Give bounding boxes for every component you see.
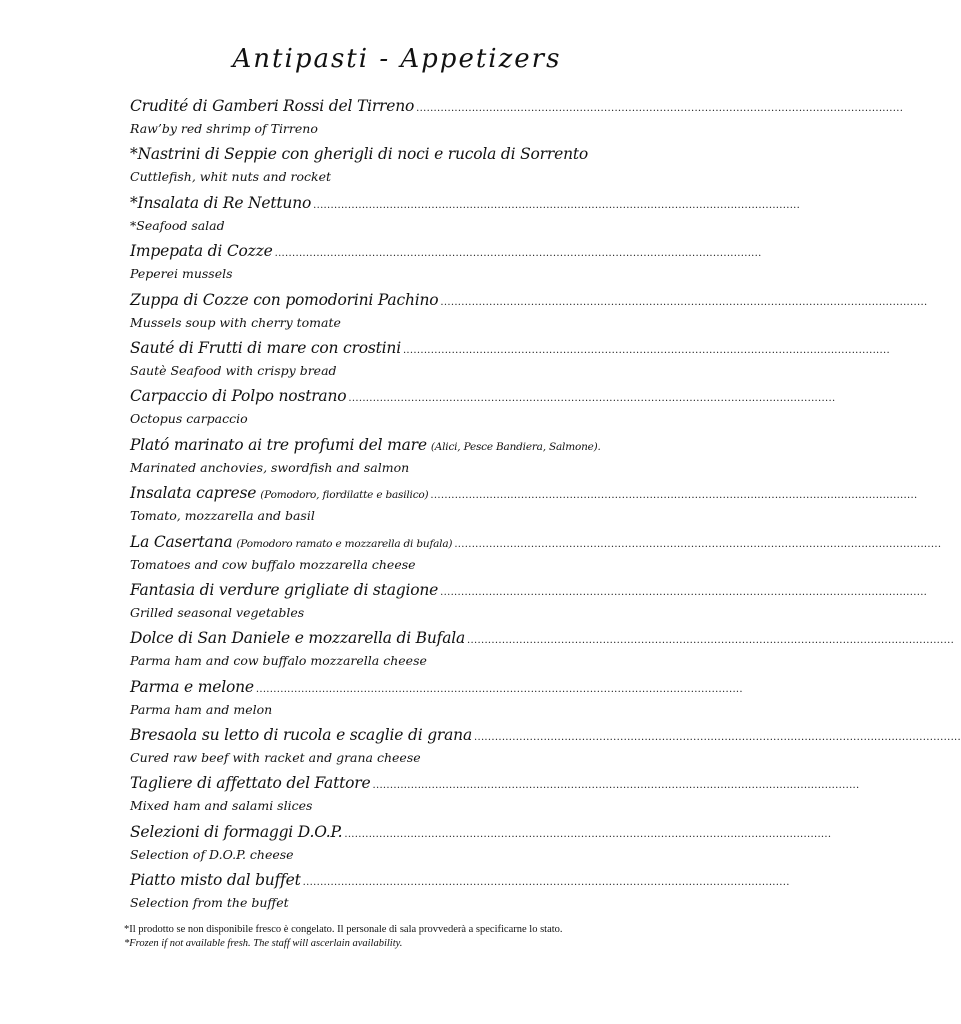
- dot-leader: ............................................................................................................................................: [344, 828, 832, 840]
- menu-item-description: Cured raw beef with racket and grana cheese: [130, 750, 421, 766]
- menu-item: [130, 773, 860, 821]
- menu-item-line: [130, 580, 928, 603]
- menu-item-description: Marinated anchovies, swordfish and salmon: [130, 459, 410, 475]
- menu-item-name: Parma e melone: [130, 677, 254, 696]
- menu-item-line: [130, 241, 762, 264]
- menu-item: [130, 144, 589, 192]
- menu-item-name: Piatto misto dal buffet: [130, 871, 301, 890]
- footer-note-italian: *Il prodotto se non disponibile fresco è congelato. Il personale di sala provvederà a specificarne lo stato.: [124, 924, 563, 935]
- menu-item-line: [130, 725, 961, 748]
- menu-item: [130, 580, 928, 628]
- menu-item: [130, 435, 601, 483]
- menu-item-name: *Insalata di Re Nettuno: [130, 193, 312, 212]
- menu-item-name: Bresaola su letto di rucola e scaglie di grana: [130, 726, 472, 745]
- menu-item: [130, 822, 832, 870]
- menu-item-name: Zuppa di Cozze con pomodorini Pachino: [130, 290, 439, 309]
- menu-item-line: [130, 628, 955, 651]
- menu-item-note: (Pomodoro ramato e mozzarella di bufala): [236, 537, 453, 550]
- menu-item-description: Tomato, mozzarella and basil: [130, 508, 315, 524]
- dot-leader: ............................................................................................................................................: [402, 344, 890, 356]
- menu-item: [130, 241, 762, 289]
- menu-item-line: [130, 822, 832, 845]
- menu-item: [130, 338, 890, 386]
- menu-item-description: Raw’by red shrimp of Tirreno: [130, 121, 318, 136]
- menu-item-line: [130, 870, 790, 893]
- menu-item-line: [130, 193, 801, 216]
- dot-leader: ............................................................................................................................................: [467, 635, 955, 647]
- menu-item: [130, 483, 918, 531]
- dot-leader: ............................................................................................................................................: [440, 296, 928, 308]
- dot-leader: ............................................................................................................................................: [430, 490, 918, 502]
- footer-note-english: *Frozen if not available fresh. The staff will ascerlain availability.: [124, 938, 403, 949]
- dot-leader: ............................................................................................................................................: [372, 780, 860, 792]
- dot-leader: ............................................................................................................................................: [454, 538, 942, 550]
- dot-leader: ............................................................................................................................................: [474, 732, 961, 744]
- menu-item-description: Tomatoes and cow buffalo mozzarella cheese: [130, 556, 416, 572]
- dot-leader: ............................................................................................................................................: [416, 103, 904, 114]
- menu-item-name: *Nastrini di Seppie con gherigli di noci e rucola di Sorrento: [130, 145, 589, 164]
- menu-item: [130, 290, 928, 338]
- menu-item-description: *Seafood salad: [130, 217, 225, 233]
- menu-item: [130, 677, 743, 725]
- dot-leader: ............................................................................................................................................: [302, 877, 790, 889]
- dot-leader: ............................................................................................................................................: [440, 586, 928, 598]
- menu-item-description: Selection from the buffet: [130, 895, 289, 911]
- menu-item-line: [130, 144, 589, 167]
- menu-item-line: [130, 338, 890, 361]
- dot-leader: ............................................................................................................................................: [348, 393, 836, 405]
- menu-item-name: Crudité di Gamberi Rossi del Tirreno: [130, 97, 415, 115]
- menu-item-name: Fantasia di verdure grigliate di stagione: [130, 580, 439, 599]
- dot-leader: ............................................................................................................................................: [274, 248, 762, 260]
- menu-item-description: Selection of D.O.P. cheese: [130, 846, 294, 862]
- menu-item-name: Sauté di Frutti di mare con crostini: [130, 338, 401, 357]
- footer-notes: [124, 923, 704, 951]
- menu-item-line: [130, 435, 601, 458]
- menu-item-description: Grilled seasonal vegetables: [130, 604, 305, 620]
- menu-item-line: [130, 290, 928, 313]
- dot-leader: ............................................................................................................................................: [313, 199, 801, 211]
- menu-item-name: Dolce di San Daniele e mozzarella di Bufala: [130, 629, 466, 648]
- menu-item-description: Cuttlefish, whit nuts and rocket: [130, 169, 332, 185]
- dot-leader: ............................................................................................................................................: [255, 683, 743, 695]
- menu-item-name: Carpaccio di Polpo nostrano: [130, 387, 347, 406]
- menu-item-name: Insalata caprese: [130, 484, 257, 503]
- menu-title: Antipasti - Appetizers: [232, 44, 562, 74]
- menu-item-description: Octopus carpaccio: [130, 411, 248, 427]
- menu-item: [130, 386, 836, 434]
- menu-item-line: [130, 532, 942, 555]
- menu-item: [130, 725, 961, 773]
- menu-item-note: (Alici, Pesce Bandiera, Salmone).: [430, 440, 601, 453]
- menu-item-line: [130, 773, 860, 796]
- menu-item: [130, 628, 955, 676]
- menu-item: [130, 532, 942, 580]
- menu-item-name: Impepata di Cozze: [130, 242, 273, 261]
- menu-item: [130, 870, 790, 918]
- menu-item-description: Parma ham and melon: [130, 701, 273, 717]
- menu-item-description: Mixed ham and salami slices: [130, 798, 313, 814]
- appetizer-list: [130, 96, 961, 919]
- menu-item-name: La Casertana: [130, 532, 233, 551]
- menu-item-line: [130, 483, 918, 506]
- menu-item-name: Plató marinato ai tre profumi del mare: [130, 435, 427, 454]
- menu-item-name: Selezioni di formaggi D.O.P.: [130, 822, 343, 841]
- menu-item-description: Sautè Seafood with crispy bread: [130, 362, 337, 378]
- menu-item: [130, 96, 904, 144]
- menu-item-line: [130, 677, 743, 700]
- menu-item-name: Tagliere di affettato del Fattore: [130, 774, 371, 793]
- menu-item-line: [130, 96, 904, 119]
- menu-item-description: Parma ham and cow buffalo mozzarella cheese: [130, 653, 427, 669]
- menu-item-description: Mussels soup with cherry tomate: [130, 314, 341, 330]
- menu-item-line: [130, 386, 836, 409]
- menu-item: [130, 193, 801, 241]
- menu-item-note: (Pomodoro, fiordilatte e basilico): [260, 489, 429, 502]
- menu-item-description: Peperei mussels: [130, 266, 233, 282]
